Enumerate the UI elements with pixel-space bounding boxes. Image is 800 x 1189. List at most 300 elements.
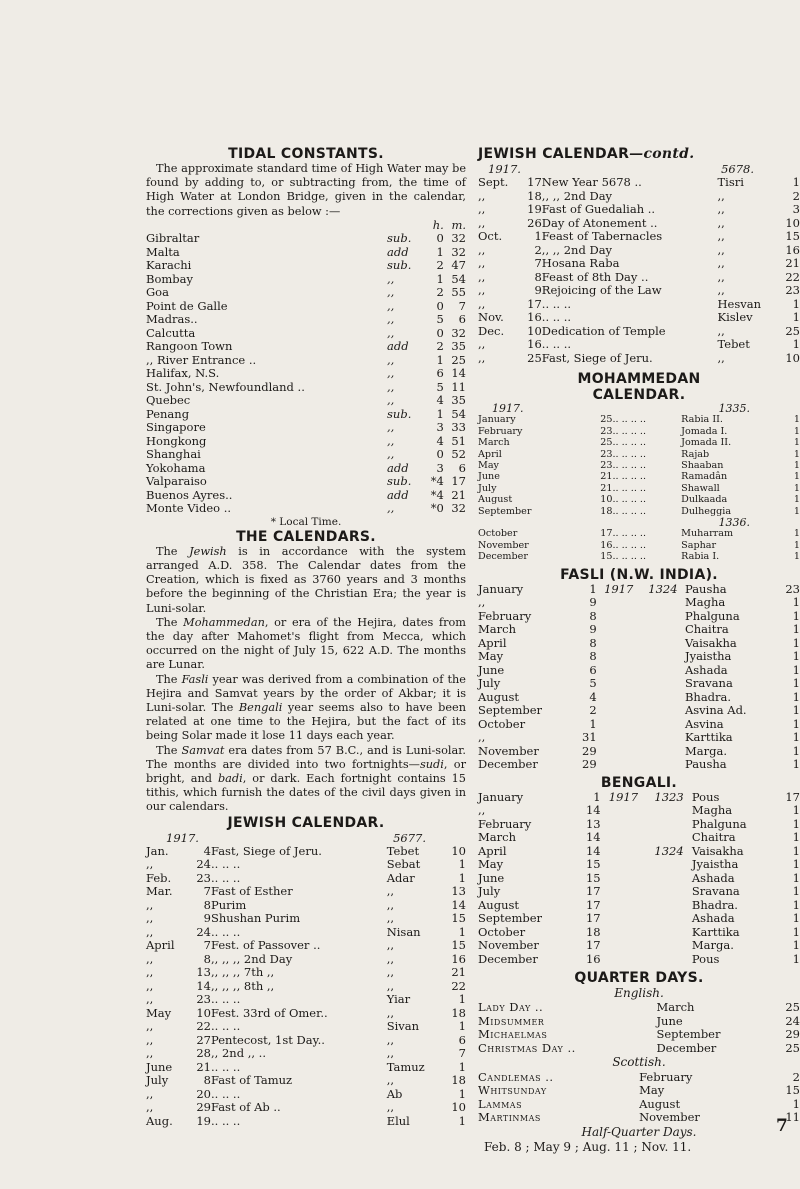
tide-hours: *4 (430, 474, 444, 489)
mohammedan-heading-2: CALENDAR. (592, 387, 686, 403)
tide-row (146, 300, 466, 314)
month: Dec. (478, 323, 505, 338)
jewish-row (478, 284, 800, 298)
quarter-day: 11 (785, 1110, 800, 1125)
bengali-day: 1 (792, 938, 800, 953)
fasli-month: Ashada (684, 662, 728, 677)
month: July (146, 1073, 169, 1088)
tide-minutes: 32 (451, 231, 466, 246)
tide-hours: 0 (436, 447, 444, 462)
jewish-month: ,, (386, 1073, 394, 1088)
fasli-day: 1 (792, 595, 800, 610)
event: Shushan Purim (211, 911, 301, 926)
hijri-month: Rajab (681, 448, 710, 460)
jewish-row (146, 1007, 466, 1021)
fasli-year (641, 731, 685, 745)
year (597, 718, 641, 732)
mohammedan-row (478, 483, 800, 494)
tide-operation: ,, (387, 447, 395, 462)
bengali-row (478, 872, 800, 886)
day: 8 (589, 635, 597, 650)
jewish-row (146, 1074, 466, 1088)
month: August (478, 689, 520, 704)
quarter-month: September (656, 1027, 721, 1042)
tide-hours: 4 (436, 393, 444, 408)
jewish-day: 10 (785, 215, 800, 230)
day: 24 (196, 924, 211, 939)
event: ,, 2nd ,, .. (211, 1046, 266, 1061)
jewish-day: 18 (451, 1005, 466, 1020)
jewish-day: 1 (458, 992, 466, 1007)
fasli-month: Vaisakha (684, 635, 737, 650)
jewish-row (146, 1061, 466, 1075)
mohammedan-row (478, 449, 800, 460)
place-name: Goa (146, 285, 169, 300)
day: 14 (196, 978, 211, 993)
tide-operation: ,, (387, 271, 395, 286)
day: 1 (593, 789, 601, 804)
fasli-month: Asvina (684, 716, 724, 731)
quarter-day: 1 (792, 1096, 800, 1111)
scottish-subheading: Scottish. (612, 1055, 666, 1070)
month: ,, (146, 1086, 154, 1101)
bengali-day: 1 (792, 870, 800, 885)
year (601, 926, 647, 940)
fasli-month: Chaitra (684, 622, 729, 637)
quarter-month: December (656, 1040, 717, 1055)
month: March (478, 437, 510, 449)
event: ,, ,, ,, 8th ,, (211, 978, 275, 993)
place-name: Buenos Ayres.. (146, 487, 233, 502)
tidal-table (146, 219, 466, 516)
bengali-day: 1 (792, 924, 800, 939)
tide-operation: add (387, 244, 409, 259)
day: 17 (585, 911, 601, 926)
fasli-row (478, 596, 800, 610)
day: 19 (527, 202, 542, 216)
day: 16 (527, 337, 542, 351)
jewish-row (146, 966, 466, 980)
tide-row (146, 259, 466, 273)
month: May (478, 460, 499, 472)
jewish-day: 1 (458, 1059, 466, 1074)
half-quarter-dates: Feb. 8 ; May 9 ; Aug. 11 ; Nov. 11. (484, 1140, 692, 1155)
month: ,, (478, 296, 486, 311)
year (601, 912, 647, 926)
bengali-day: 1 (792, 897, 800, 912)
jewish-row (146, 1101, 466, 1115)
day: 8 (589, 608, 597, 623)
day: 29 (196, 1100, 211, 1115)
fasli-row (478, 664, 800, 678)
tide-operation: ,, (387, 420, 395, 435)
english-subheading: English. (614, 986, 664, 1001)
hijri-day: 1 (793, 551, 800, 563)
month: June (478, 471, 500, 483)
quarter-day: 2 (792, 1069, 800, 1084)
day: 7 (534, 256, 542, 270)
fasli-row (478, 623, 800, 637)
month: ,, (478, 269, 486, 284)
bengali-row (478, 831, 800, 845)
tide-hours: 5 (436, 379, 444, 394)
hijri-day: 1 (793, 539, 800, 551)
bengali-month: Sravana (691, 884, 740, 899)
hijri-day: 1 (793, 471, 800, 483)
scottish-quarter-table (478, 1071, 800, 1125)
event: Feast of Tabernacles (541, 229, 663, 243)
tide-row (146, 448, 466, 462)
day: 20 (196, 1086, 211, 1101)
tide-minutes: 54 (451, 271, 466, 286)
bengali-row (478, 899, 800, 913)
jewish-day: 16 (451, 951, 466, 966)
bengali-row (478, 858, 800, 872)
event: .. .. .. (211, 857, 241, 872)
month: ,, (478, 350, 486, 365)
jewish-day: 1 (792, 310, 800, 324)
fasli-day: 1 (792, 743, 800, 758)
fasli-year (641, 637, 685, 651)
fasli-row (478, 637, 800, 651)
tide-minutes: 11 (451, 379, 466, 394)
jewish-row (478, 176, 800, 190)
day: 25 (600, 437, 613, 449)
bengali-year (646, 818, 692, 832)
jewish-table-a (146, 845, 466, 1129)
bengali-year (646, 939, 692, 953)
month: ,, (478, 215, 486, 230)
month: May (478, 649, 504, 664)
day: 17 (527, 296, 542, 311)
day: 8 (589, 649, 597, 664)
jewish-month: ,, (717, 256, 725, 270)
bengali-row (478, 845, 800, 859)
place-name: Rangoon Town (146, 339, 233, 354)
bengali-row (478, 885, 800, 899)
tide-minutes: 35 (451, 393, 466, 408)
leader: .. .. .. .. (612, 460, 647, 472)
tide-minutes: 17 (451, 474, 466, 489)
hijri-month: Saphar (681, 539, 717, 551)
event: Feast of 8th Day .. (541, 269, 649, 284)
tide-hours: 3 (436, 460, 444, 475)
leader: .. .. .. .. (612, 505, 647, 517)
month: July (478, 482, 497, 494)
day: 9 (534, 283, 542, 297)
day: 7 (203, 938, 211, 953)
hijri-day: 1 (793, 414, 800, 426)
tide-row (146, 421, 466, 435)
place-name: Hongkong (146, 433, 207, 448)
quarter-day: 25 (785, 1000, 800, 1015)
bengali-year: 1323 (654, 789, 684, 804)
fasli-month: Bhadra. (684, 689, 732, 704)
quarter-day: 25 (785, 1040, 800, 1055)
month: September (478, 911, 543, 926)
fasli-month: Magha (684, 595, 726, 610)
month: April (478, 448, 502, 460)
jewish-day: 10 (451, 1100, 466, 1115)
page-number: 7 (776, 1116, 788, 1136)
quarter-days-heading: QUARTER DAYS. (574, 970, 704, 987)
leader: .. .. .. .. (612, 471, 647, 483)
tide-operation: add (387, 460, 409, 475)
jewish-month: ,, (386, 965, 394, 980)
jewish-calendar-heading: JEWISH CALENDAR. (227, 814, 385, 831)
fasli-day: 1 (792, 676, 800, 691)
bengali-year (646, 926, 692, 940)
scottish-quarter-row (478, 1084, 800, 1098)
year (601, 939, 647, 953)
tide-operation: ,, (387, 298, 395, 313)
year (597, 677, 641, 691)
event: Fast of Guedaliah .. (541, 202, 656, 216)
jewish-row (146, 912, 466, 926)
jewish-day: 18 (451, 1073, 466, 1088)
bengali-year: 1324 (654, 843, 684, 858)
hours-unit: h. (432, 217, 444, 232)
event: Fast of Tamuz (211, 1073, 293, 1088)
english-quarter-row (478, 1028, 800, 1042)
jewish-month: ,, (386, 911, 394, 926)
place-name: St. John's, Newfoundland .. (146, 379, 305, 394)
month: February (478, 425, 523, 437)
tide-row (146, 340, 466, 354)
month: April (478, 843, 507, 858)
bengali-month: Bhadra. (691, 897, 738, 912)
jewish-day: 1 (458, 1086, 466, 1101)
jewish-row (478, 190, 800, 204)
month: March (478, 622, 516, 637)
tide-minutes: 7 (458, 298, 466, 313)
jewish-month: Ab (386, 1086, 403, 1101)
bengali-row (478, 818, 800, 832)
fasli-row (478, 583, 800, 597)
tide-row (146, 367, 466, 381)
hijri-month: Shawall (681, 482, 720, 494)
fasli-day: 1 (792, 703, 800, 718)
jewish-day: 15 (451, 938, 466, 953)
tide-row (146, 327, 466, 341)
jewish-row (146, 872, 466, 886)
mohammedan-row (478, 414, 800, 425)
bengali-row (478, 791, 800, 805)
jewish-day: 15 (785, 229, 800, 243)
month: Aug. (146, 1113, 173, 1128)
fasli-day: 1 (792, 649, 800, 664)
mohammedan-row (478, 494, 800, 505)
bengali-day: 1 (792, 911, 800, 926)
jewish-month: ,, (386, 951, 394, 966)
day: 4 (203, 843, 211, 858)
jewish-month: Tisri (717, 175, 744, 189)
day: 8 (203, 1073, 211, 1088)
month: ,, (478, 595, 486, 610)
bengali-month: Pous (691, 951, 720, 966)
day: 22 (196, 1019, 211, 1034)
english-quarter-table (478, 1001, 800, 1055)
month: Feb. (146, 870, 172, 885)
fasli-month: Karttika (684, 730, 733, 745)
year (597, 664, 641, 678)
event: Fast, Siege of Jeru. (541, 350, 653, 365)
fasli-year (641, 704, 685, 718)
jewish-month: ,, (717, 283, 725, 297)
tide-operation: ,, (387, 501, 395, 516)
jewish-day: 13 (451, 884, 466, 899)
month: January (478, 789, 524, 804)
event: .. .. .. (211, 924, 241, 939)
month: December (478, 551, 528, 563)
tide-minutes: 32 (451, 501, 466, 516)
month: February (478, 816, 532, 831)
event: Hosana Raba (541, 256, 620, 270)
month: ,, (146, 897, 154, 912)
mohammedan-row (478, 460, 800, 471)
jewish-month: Yiar (386, 992, 411, 1007)
hijri-day: 1 (793, 425, 800, 437)
day: 8 (203, 897, 211, 912)
bengali-table (478, 791, 800, 967)
fasli-day: 1 (792, 757, 800, 772)
fasli-row (478, 718, 800, 732)
fasli-year (641, 718, 685, 732)
event: Fest. 33rd of Omer.. (211, 1005, 328, 1020)
month: September (478, 703, 543, 718)
month: Nov. (478, 310, 504, 324)
place-name: Point de Galle (146, 298, 228, 313)
fasli-month: Sravana (684, 676, 733, 691)
event: .. .. .. (211, 870, 241, 885)
day: 8 (534, 269, 542, 284)
day: 9 (203, 911, 211, 926)
tide-minutes: 6 (458, 460, 466, 475)
month: ,, (146, 978, 154, 993)
bengali-month: Magha (691, 803, 733, 818)
fasli-month: Phalguna (684, 608, 740, 623)
mohammedan-heading: MOHAMMEDAN (577, 371, 701, 387)
jewish-month: ,, (717, 202, 725, 216)
event: ,, ,, ,, 7th ,, (211, 965, 275, 980)
day: 18 (585, 924, 601, 939)
jewish-contd-heading: JEWISH CALENDAR—contd. (478, 146, 695, 162)
year (601, 885, 647, 899)
month: Jan. (146, 843, 169, 858)
jewish-row (478, 257, 800, 271)
event: .. .. .. (211, 1086, 241, 1101)
mohammedan-table: 1917. 1335. January 25 .. .. .. .. Rabia II. 1 February 23 .. .. .. .. Jomada I. 1 March 25 .. .. .. .. Jomada II. 1 April 23 .. .. .. .. Rajab 1 May 23 .. .. .. .. Shaaban 1 June 21 .. .. .. .. Ramadân 1 July 21 .. .. .. .. Shawall 1 August 10 .. .. .. .. Dulkaada 1 September 18 .. .. .. .. Dulheggia 1 1336. October 17 .. .. .. .. Muharram 1 November 16 .. .. .. .. Saphar 1 December 15 .. .. .. .. Rabia I. 1 (478, 402, 800, 563)
bengali-year (646, 872, 692, 886)
tide-row (146, 502, 466, 516)
jewish-day: 1 (792, 337, 800, 351)
fasli-day: 23 (785, 581, 800, 596)
fasli-year (641, 745, 685, 759)
month: March (478, 830, 516, 845)
day: 18 (600, 505, 613, 517)
bengali-day: 1 (792, 857, 800, 872)
jewish-month: Nisan (386, 924, 421, 939)
bengali-month: Phalguna (691, 816, 747, 831)
jewish-day: 6 (458, 1032, 466, 1047)
tide-hours: 0 (436, 325, 444, 340)
fasli-row (478, 745, 800, 759)
month: ,, (478, 242, 486, 257)
jewish-month: ,, (717, 215, 725, 230)
event: Purim (211, 897, 247, 912)
tide-operation: ,, (387, 352, 395, 367)
bengali-year (646, 953, 692, 967)
tide-operation: sub. (387, 474, 412, 489)
bengali-year (646, 804, 692, 818)
year (597, 610, 641, 624)
day: 13 (585, 816, 601, 831)
quarter-day-name: Candlemas .. (478, 1069, 554, 1084)
hijri-month: Rabia II. (681, 414, 723, 426)
hijri-month: Rabia I. (681, 551, 720, 563)
month: August (478, 897, 520, 912)
event: ,, ,, 2nd Day (541, 188, 613, 203)
jewish-month: ,, (386, 897, 394, 912)
jewish-day: 1 (458, 924, 466, 939)
bengali-day: 1 (792, 843, 800, 858)
fasli-year: 1324 (648, 581, 678, 596)
day: 21 (196, 1059, 211, 1074)
jewish-day: 3 (792, 202, 800, 216)
right-column (478, 146, 800, 1155)
jewish-month: ,, (386, 978, 394, 993)
event: Fast of Ab .. (211, 1100, 281, 1115)
month: November (478, 539, 529, 551)
jewish-row (478, 271, 800, 285)
jewish-day: 15 (451, 911, 466, 926)
year: 1917 (604, 581, 634, 596)
jewish-row (478, 325, 800, 339)
jewish-year-row-b: 1917. 5678. (488, 162, 754, 176)
month: ,, (146, 1032, 154, 1047)
month: ,, (478, 283, 486, 297)
mohammedan-row (478, 540, 800, 551)
tide-hours: 3 (436, 420, 444, 435)
jewish-day: 21 (785, 256, 800, 270)
fasli-month: Jyaistha (684, 649, 732, 664)
month: ,, (478, 256, 486, 270)
year (597, 691, 641, 705)
month: November (478, 938, 539, 953)
scottish-quarter-row (478, 1071, 800, 1085)
fasli-row (478, 704, 800, 718)
hijri-day: 1 (793, 460, 800, 472)
fasli-day: 1 (792, 689, 800, 704)
bengali-year (646, 912, 692, 926)
fasli-year (641, 650, 685, 664)
calendars-heading: THE CALENDARS. (236, 528, 376, 545)
fasli-day: 1 (792, 608, 800, 623)
day: 17 (585, 884, 601, 899)
fasli-year (641, 758, 685, 772)
tide-operation: ,, (387, 285, 395, 300)
fasli-year (641, 623, 685, 637)
month: January (478, 581, 524, 596)
gregorian-year: 1917. (166, 830, 199, 845)
year (601, 858, 647, 872)
quarter-day-name: Michaelmas (478, 1027, 548, 1042)
day: 9 (589, 622, 597, 637)
month: May (146, 1005, 172, 1020)
fasli-day: 1 (792, 730, 800, 745)
jewish-month: Kislev (717, 310, 753, 324)
tide-row (146, 394, 466, 408)
